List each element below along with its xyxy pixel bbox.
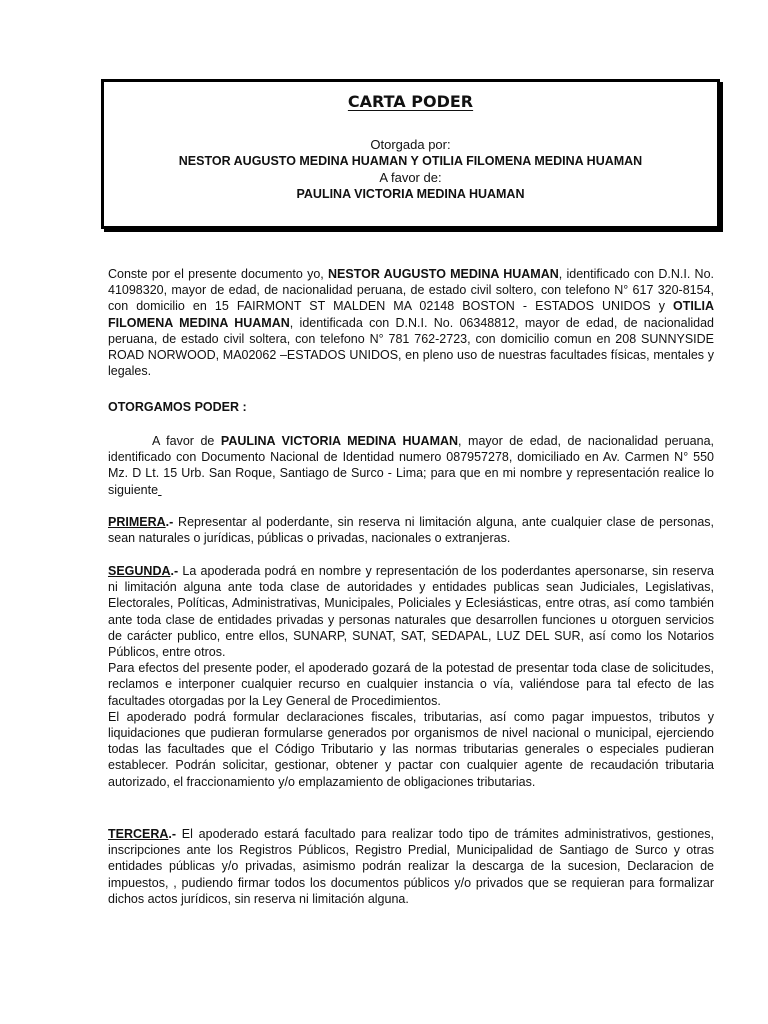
header-box xyxy=(101,79,720,229)
clause-segunda-paragraph-3: El apoderado podrá formular declaraciones fiscales, tributarias, así como pagar impuestos, tributos y liquidaciones que pudieran formularse generados por organismos de nivel nacional o municipal, ejerciendo todas las facultades que el Código Tributario y las normas tributarias generales o especiales pudieran establecer. Podrán solicitar, gestionar, obtener y pactar con cualquier agente de recaudación tributaria autorizado, el fraccionamiento y/o emplazamiento de obligaciones tributarias. xyxy=(108,709,714,789)
clause-tercera: TERCERA.- El apoderado estará facultado para realizar todo tipo de trámites administrativos, gestiones, inscripciones ante los Registros Públicos, Registro Predial, Municipalidad de Santiago de Surco y otras entidades públicas y/o privadas, asimismo podrán realizar la descarga de la sucesion, Declaracion de impuestos, , pudiendo firmar todos los documentos públicos y/o privados que se requieran para formalizar dichos actos jurídicos, sin reserva ni limitación alguna. xyxy=(108,827,714,906)
clause-primera-label: PRIMERA xyxy=(108,515,166,529)
document-title: CARTA PODER xyxy=(347,92,474,111)
clause-segunda-paragraph-2: Para efectos del presente poder, el apoderado gozará de la potestad de presentar toda clase de solicitudes, reclamos e interponer cualquier recurso en cualquier instancia o vía, valiéndose para tal efecto de las facultades otorgadas por la Ley General de Procedimientos. xyxy=(108,661,714,708)
grantors-names: NESTOR AUGUSTO MEDINA HUAMAN Y OTILIA FILOMENA MEDINA HUAMAN xyxy=(178,154,643,168)
a-favor-label: A favor de: xyxy=(379,170,442,185)
grantee-name-inline: PAULINA VICTORIA MEDINA HUAMAN xyxy=(220,434,459,448)
intro-paragraph: Conste por el presente documento yo, NESTOR AUGUSTO MEDINA HUAMAN, identificado con D.N.I. No. 41098320, mayor de edad, de nacionalidad peruana, de estado civil soltero, con telefono N° 617 320-8154, con domicilio en 15 FAIRMONT ST MALDEN MA 02148 BOSTON - ESTADOS UNIDOS y OTILIA FILOMENA MEDINA HUAMAN, identificada con D.N.I. No. 06348812, mayor de edad, de nacionalidad peruana, de estado civil soltera, con telefono N° 781 762-2723, con domicilio comun en 208 SUNNYSIDE ROAD NORWOOD, MA02062 –ESTADOS UNIDOS, en pleno uso de nuestras facultades físicas, mentales y legales. xyxy=(108,267,714,379)
clause-segunda-label: SEGUNDA xyxy=(108,564,171,578)
otorgada-por-label: Otorgada por: xyxy=(370,137,451,152)
grantee-name: PAULINA VICTORIA MEDINA HUAMAN xyxy=(296,187,525,201)
clause-primera: PRIMERA.- Representar al poderdante, sin reserva ni limitación alguna, ante cualquier clase de personas, sean naturales o jurídicas, públicas o privadas, nacionales o extranjeras. xyxy=(108,515,714,546)
grantor-2-name: OTILIA FILOMENA MEDINA HUAMAN xyxy=(108,299,714,330)
clause-tercera-label: TERCERA xyxy=(108,827,169,841)
grantor-1-name: NESTOR AUGUSTO MEDINA HUAMAN xyxy=(328,267,559,281)
clause-segunda: SEGUNDA.- La apoderada podrá en nombre y representación de los poderdantes apersonarse, sin reserva ni limitación alguna ante toda clase de autoridades y entidades publicas sean Judiciales, Legislativas, Electorales, Políticas, Administrativas, Municipales, Policiales y Eclesiásticas, entre otras, así como también ante toda clase de entidades privadas y personas naturales que desarrollen funciones u otorguen servicios de carácter publico, entre ellos, SUNARP, SUNAT, SAT, SEDAPAL, LUZ DEL SUR, así como los Notarios Públicos, entre otros. Para efectos del presente poder, el apoderado gozará de la potestad de presentar toda clase de solicitudes, reclamos e interponer cualquier recurso en cualquier instancia o vía, valiéndose para tal efecto de las facultades otorgadas por la Ley General de Procedimientos. El apoderado podrá formular declaraciones fiscales, tributarias, así como pagar impuestos, tributos y liquidaciones que pudieran formularse generados por organismos de nivel nacional o municipal, ejerciendo todas las facultades que el Código Tributario y las normas tributarias generales o especiales pudieran establecer. Podrán solicitar, gestionar, obtener y pactar con cualquier agente de recaudación tributaria autorizado, el fraccionamiento y/o emplazamiento de obligaciones tributarias. xyxy=(108,564,714,789)
otorgamos-poder-heading: OTORGAMOS PODER : xyxy=(108,400,247,414)
favor-paragraph: A favor de PAULINA VICTORIA MEDINA HUAMAN, mayor de edad, de nacionalidad peruana, identificado con Documento Nacional de Identidad numero 087957278, domiciliado en Av. Carmen N° 550 Mz. D Lt. 15 Urb. San Roque, Santiago de Surco - Lima; para que en mi nombre y representación realice lo siguiente xyxy=(108,434,714,497)
